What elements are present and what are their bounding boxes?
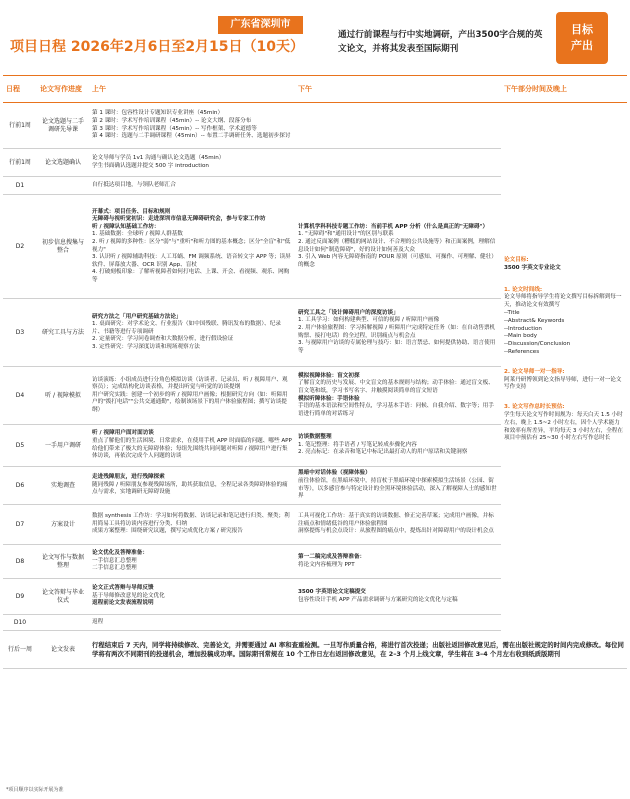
table-body [3,103,627,669]
row-am-activities [89,467,295,505]
row-am-activities [89,545,295,579]
sidebar-outline-item: --Abstract& Keywords [504,317,565,324]
sidebar-goal-text: 3500 字英文专业论文 [504,264,561,271]
cell-line: 模拟视障体验：盲文初探 [298,372,360,379]
col-header-progress: 论文写作进度 [37,76,89,103]
cell-line: 第 3 课时：学术写作培训课程（45min）-- 写作框架、学术道德等 [92,125,257,132]
sidebar-s2-title: 2. 论文导师一对一指导: [504,368,565,375]
cell-line: 3. 引入 Web 内容无障碍指南的 POUR 原则（可感知、可操作、可理解、健壮）的概念 [298,254,497,268]
cell-line: 随同残障 / 听障朋友参观残障场所，助其获取信息，全程记录各类障碍体验的痛点与需求，实地调研无障碍设施 [92,481,288,496]
cell-line: 数据 synthesis 工作坊：学习如何将数据、访谈记录和笔记进行归类、聚类；利用简易工具将访谈内容进行分类、归纳 [92,513,290,527]
cell-line: 返程前论文发表流程说明 [92,600,154,607]
cell-line: 洞察提炼与机会点设计：从旅程图的痛点中，提炼出针对障碍用户的设计机会点 [298,528,494,535]
cell-line: 听 / 视障用户面对面访谈 [92,430,154,437]
cell-line: 论文正式答辩与导师反馈 [92,585,154,592]
table-row [3,631,627,669]
row-day: D5 [3,425,37,467]
cell-line: 第 1 课时：包容性设计专题知识专业讲座（45min） [92,110,224,117]
col-header-pm: 下午 [295,76,501,103]
row-am-activities [89,149,501,177]
cell-line: 1. "无障碍"和"通用设计"的区别与联系 [298,231,394,238]
cell-line: 了解盲文的历史与发展、中文盲文的基本规则与结构；动手体验：通过盲文板、盲文笔和纸，学习书写名字、并触摸阅读简单的盲文短语 [298,380,494,394]
cell-line: 包容性设计手机 APP 产品需求调研与方案研究的论文优化与定稿 [298,596,458,603]
cell-line: 1. 桌面研究：对学术论文、行业报告（如中国残联、腾讯发布的数据）、纪录片、书籍等进行专项调研 [92,321,281,335]
row-am-activities [89,367,295,425]
cell-line: 无障碍与视听觉初识：走进深圳市信息无障碍研究会，参与专家工作坊 [92,216,266,223]
row-pm-activities [295,579,501,615]
row-pm-activities [295,195,501,299]
cell-line: 成果方案整理：围绕研究议题，撰写完成优化方案 / 研究报告 [92,528,243,535]
row-day: 行前1周 [3,103,37,149]
row-topic: 研究工具与方法 [37,299,89,367]
cell-line: 研究方法之「用户研究基础方法论」 [92,313,182,320]
target-text: 通过行前课程与行中实地调研，产出3500字合规的英文论文，并将其发表至国际期刊 [338,30,543,54]
cell-line: 开幕式：项目任务、目标和规则 [92,208,171,215]
cell-line: 黑暗中对话体验（视障体验） [298,470,371,477]
cell-line: 第一二稿完成及答辩准备： [298,553,366,560]
sidebar-s3-title: 3. 论文写作总时长预估: [504,404,565,411]
row-topic [37,615,89,631]
cell-line: 访谈演练：小组成员进行分角色模拟访谈（访谈者、记录员、听 / 视障用户、观察员）；完成结构化访谈表格，并提出听觉与听觉的访谈提纲 [92,376,288,391]
region-badge: 广东省深圳市 [218,16,303,34]
row-am-activities [89,299,295,367]
row-topic [37,177,89,195]
col-header-day: 日程 [3,76,37,103]
row-day: D6 [3,467,37,505]
col-header-am: 上午 [89,76,295,103]
cell-line: 工具可视化工作坊：基于真实的访谈数据、修正完善草案；完成用户画像，并标注痛点和情绪低谷的用户体验旅程图 [298,513,494,527]
cell-line: 二手信息汇总整理 [92,565,137,572]
cell-line: 3500 字英语论文定稿提交 [298,588,366,595]
row-topic: 论文发表 [37,631,89,669]
sidebar-evening [501,103,627,631]
row-day: D8 [3,545,37,579]
row-topic: 论文写作与数据整理 [37,545,89,579]
cell-line: 论文优化及答辩准备： [92,550,148,557]
row-topic: 论文选题确认 [37,149,89,177]
cell-line: 第 4 课时：选题与二手调研课程（45min）-- 布置二手调研任务、选题初步探讨 [92,133,291,140]
sidebar-s1-title: 1. 论文时间线: [504,286,543,293]
col-header-evening: 下午部分时间及晚上 [501,76,627,103]
cell-line: 走进残障朋友，进行残障探索 [92,474,165,481]
row-am-activities [89,631,627,669]
cell-line: 行程结束后 7 天内，同学将持续修改、完善论文，并需要通过 AI 率和查重检测。一旦写作质量合格，将进行首次投递；出版社返回修改意见后，需在出版社规定的时间内完成修改。每位同学将有两次不同期刊的投递机会，增加投稿成功率。国际期刊常规在 10 个工作日左右返回修改意见，在 2–3 个月上线文章，学生将在 3–4 个月左右收到纸质版期刊 [92,640,624,658]
cell-line: 3. 定性研究：学习深度访谈和现场观察方法 [92,343,200,350]
goal-badge: 目标产出 [556,12,608,64]
cell-line: 2. 定量研究：学习问卷调查和大数据分析，进行假设验证 [92,336,234,343]
row-day: D2 [3,195,37,299]
cell-line: 研究工具之「设计障碍用户的深度访谈」 [298,309,399,316]
cell-line: 自行抵达项目地，与领队老师汇合 [92,181,176,188]
cell-line: 1. 基础数据：全球听 / 视障人群基数 [92,231,183,238]
sidebar-outline-item: --Main body [504,333,538,340]
row-pm-activities [295,505,501,545]
row-topic: 论文选题与二手调研先导课 [37,103,89,149]
row-topic: 听 / 视障模拟 [37,367,89,425]
cell-line: 返程 [92,618,104,625]
cell-line: 学生书面确认选题并提交 500 字 introduction [92,162,209,169]
table-row [3,103,627,149]
sidebar-outline-item: --References [504,348,540,355]
sidebar-outline-item: --Title [504,309,520,316]
row-am-activities [89,195,295,299]
row-topic: 方案设计 [37,505,89,545]
cell-line: 将论文内容梳理为 PPT [298,561,355,568]
row-day: D10 [3,615,37,631]
row-am-activities [89,425,295,467]
row-am-activities [89,103,501,149]
cell-line: 基于导师修改意见的论文优化 [92,592,165,599]
cell-line: 3. 认识听 / 视障辅助科技：人工耳蜗、FM 调频系统、语音转文字 APP 等；读屏软件、屏幕放大器、OCR 识别 App、盲杖 [92,254,291,268]
row-am-activities [89,615,501,631]
schedule-table [3,75,627,669]
row-day: 行前1周 [3,149,37,177]
sidebar-gap [504,357,624,369]
row-topic: 初步信息搜集与整合 [37,195,89,299]
cell-line: 访谈数据整理 [298,434,332,441]
row-day: D4 [3,367,37,425]
row-pm-activities [295,545,501,579]
row-day: D9 [3,579,37,615]
sidebar-spacer [504,107,624,257]
sidebar-s1-text: 论文导师将指导学生将论文撰写目标拆解到每一天，推动论文有效撰写 [504,294,622,309]
cell-line: 2. 用户体验旅程图：学习拆解视障 / 听障用户完成特定任务（如：在自动售票机购票、接打电话）的全过程，识别痛点与机会点 [298,324,496,339]
cell-line: 一手信息汇总整理 [92,557,137,564]
row-am-activities [89,579,295,615]
row-day: 行后一周 [3,631,37,669]
row-am-activities [89,505,295,545]
row-day: D7 [3,505,37,545]
row-pm-activities [295,425,501,467]
sidebar-goal-title: 论文目标: [504,257,529,263]
sidebar-outline-item: --Introduction [504,325,542,332]
cell-line: 1. 笔记整理：将手语者 / 写笔记转成步骤化内容 [298,441,417,448]
cell-line: 2. 亮点标记：在录音和笔记中标记出最打动人的用户原话和关键洞察 [298,449,468,456]
footnote: *项目顺序以实际开展为准 [6,787,64,793]
cell-line: 论文导师与学员 1v1 沟通与确认论文选题（45min） [92,154,225,161]
sidebar-s2-text: 阿莱丹研博领到论文指导导师，进行一对一论文写作支持 [504,376,622,391]
cell-line: 用户研究实践：创建一个初步的听 / 视障用户画像；根据研究方向（如：听障用户的"拨打电话""公共交通通勤"，绘制该场景下的用户体验旅程图；撰写访谈提纲） [92,391,288,413]
cell-line: 2. 听 / 视障的多种性：区分"弱"与"重听"和听力图的基本概念；区分"全盲"和"低视力" [92,238,291,253]
row-topic: 一手用户调研 [37,425,89,467]
header [0,0,630,70]
row-pm-activities [295,467,501,505]
row-topic: 论文答辩与毕业仪式 [37,579,89,615]
cell-line: 2. 通过反面案例（糟糕的网站设计、不合理的公共设施等）和正面案例，理解信息设计如何"制造障碍"，好的设计如何善及大众 [298,238,496,253]
cell-line: 模拟听障体验：手语体验 [298,395,360,402]
cell-line: 手语的基本语法和空间性特点，学习基本手语：问候、自我介绍、数字等；用手语进行简单的对话练习 [298,403,494,417]
table-header-row [3,76,627,103]
cell-line: 计算机学科科技专题工作坊：当前手机 APP 分析（什么是真正的"无障碍"） [298,223,489,230]
cell-line: 1. 工具学习：如何构建典型、可信的视障 / 听障用户画像 [298,317,440,324]
row-topic: 实地调查 [37,467,89,505]
row-day: D3 [3,299,37,367]
row-pm-activities [295,367,501,425]
cell-line: 第 2 课时：学术写作培训课程（45min）-- 论文大纲、段落分布 [92,117,252,124]
cell-line: 重点了解他们的生活困境、日常需求，在使用手机 APP 时面临的问题、哪些 APP 给他们带来了极大的无障碍体验；每组先围绕共同问题对听障 / 视障用户进行集体访谈，再依次完成个人问题的访谈 [92,437,292,460]
row-am-activities [89,177,501,195]
cell-line: 3. 与视障用户访谈的专属伦理与技巧：如：语言禁忌、如何提供协助、语言使用等 [298,340,496,354]
row-pm-activities [295,299,501,367]
cell-line: 前往体验馆，在黑暗环境中，持盲杖于黑暗环境中探索模拟生活场景（公园、街市等），以多感官参与特定设计的全黑环境体验活动，深入了解视障人士的感知世界 [298,477,497,500]
cell-line: 听 / 视障认知基础工作坊： [92,223,160,230]
page-title: 项目日程 2026年2月6日至2月15日（10天） [10,39,305,55]
sidebar-outline-item: --Discussion/Conclusion [504,341,571,348]
row-day: D1 [3,177,37,195]
cell-line: 4. 打破刻板印象：了解听视障者如何打电话、上课、开会、看视频、观乐、网购等 [92,269,290,283]
sidebar-s3-text: 学生每天论文写作时间规为：每天白天 1.5 小时左右，晚上 1.5~2 小时左右，因个人学术能力和效率有所差异，平均每天 3 小时左右，全程在项目中预估有 25~30 小时左右写作总时长 [504,411,623,442]
